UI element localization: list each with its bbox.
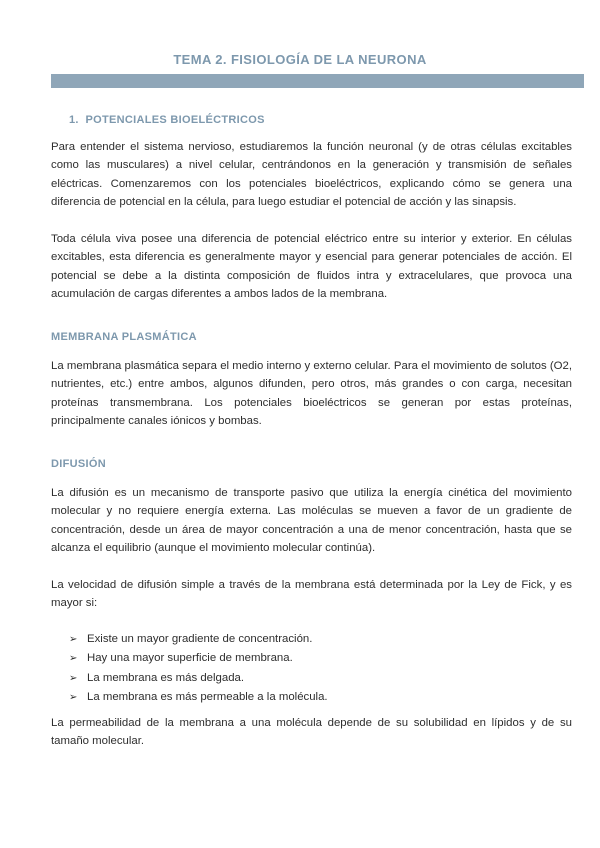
subheading-membrana: MEMBRANA PLASMÁTICA xyxy=(51,331,197,343)
difusion-paragraph-3: La permeabilidad de la membrana a una molécula depende de su solubilidad en lípidos y de su tamaño molecular. xyxy=(51,717,572,748)
difusion-paragraph-1: La difusión es un mecanismo de transporte pasivo que utiliza la energía cinética del movimiento molecular y no requiere energía externa. Las moléculas se mueven a favor de un gradiente de concentración, desde un área de mayor concentración a una de menor concentración, hasta que se alcanza el equilibrio (aunque el movimiento molecular continúa). xyxy=(51,487,572,555)
membrana-paragraph: La membrana plasmática separa el medio interno y externo celular. Para el movimiento de solutos (O2, nutrientes, etc.) entre ambos, algunos difunden, pero otros, más grandes o con carga, necesitan proteínas transmembrana. Los potenciales bioeléctricos se generan por estas proteínas, principalmente canales iónicos y bombas. xyxy=(51,360,572,428)
title-underline-bar xyxy=(51,74,584,88)
subheading-difusion: DIFUSIÓN xyxy=(51,458,106,470)
section-number: 1. xyxy=(69,114,79,126)
document-title: TEMA 2. FISIOLOGÍA DE LA NEURONA xyxy=(173,52,427,67)
fick-conditions-list xyxy=(69,630,328,708)
list-item: ➢ Existe un mayor gradiente de concentración. xyxy=(69,630,328,649)
list-item: ➢ La membrana es más permeable a la molécula. xyxy=(69,688,328,707)
arrow-bullet-icon: ➢ xyxy=(69,653,78,665)
arrow-bullet-icon: ➢ xyxy=(69,634,78,645)
intro-paragraph-2: Toda célula viva posee una diferencia de potencial eléctrico entre su interior y exterior. En células excitables, esta diferencia es generalmente mayor y esencial para generar potenciales de acción. El potencial se debe a la distinta composición de fluidos intra y extracelulares, que provoca una acumulación de cargas diferentes a ambos lados de la membrana. xyxy=(51,233,572,301)
difusion-paragraph-2: La velocidad de difusión simple a través de la membrana está determinada por la Ley de Fick, y es mayor si: xyxy=(51,579,572,610)
arrow-bullet-icon: ➢ xyxy=(69,672,78,684)
intro-paragraph-1: Para entender el sistema nervioso, estudiaremos la función neuronal (y de otras células excitables como las musculares) a nivel celular, centrándonos en la generación y transmisión de señales eléctricas. Comenzaremos con los potenciales bioeléctricos, explicando cómo se genera una diferencia de potencial en la célula, para luego estudiar el potencial de acción y las sinapsis. xyxy=(51,141,572,209)
list-item: ➢ La membrana es más delgada. xyxy=(69,669,328,688)
arrow-bullet-icon: ➢ xyxy=(69,692,78,704)
list-item: ➢ Hay una mayor superficie de membrana. xyxy=(69,649,328,668)
section-title: POTENCIALES BIOELÉCTRICOS xyxy=(85,114,265,126)
section-heading-potenciales xyxy=(69,114,265,126)
